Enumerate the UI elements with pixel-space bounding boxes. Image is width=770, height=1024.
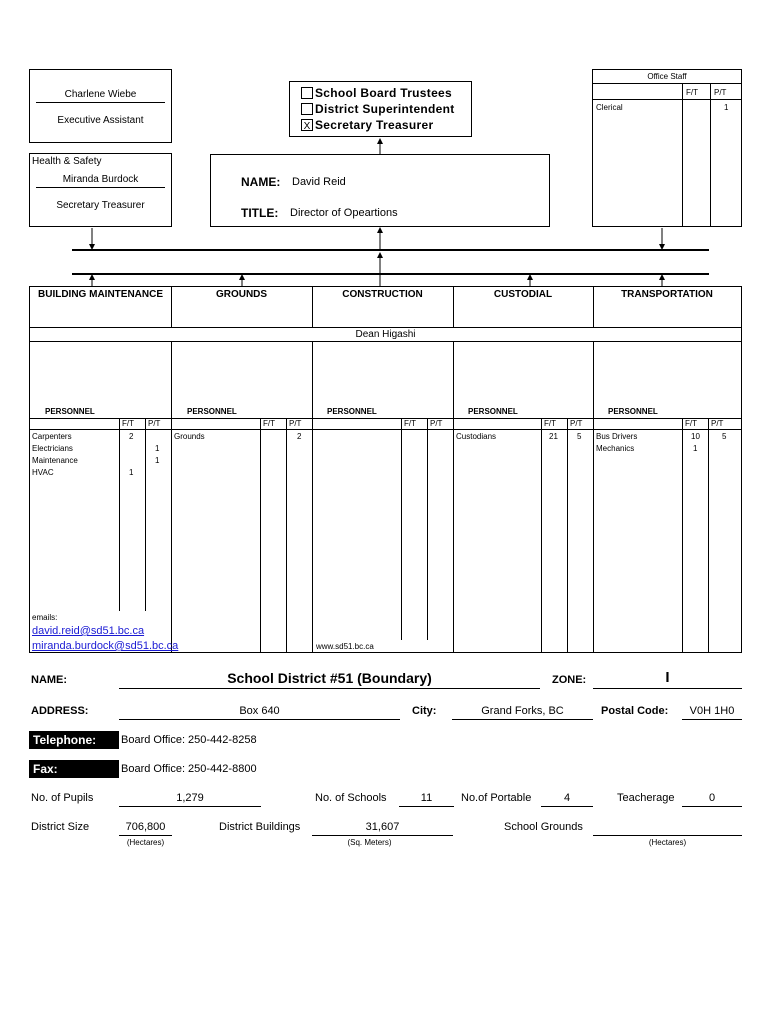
dept-construction: CONSTRUCTION	[342, 289, 423, 300]
telephone-value: Board Office: 250-442-8258	[121, 734, 257, 746]
director-name: David Reid	[292, 176, 346, 188]
transport-row-role: Mechanics	[596, 444, 635, 453]
health-safety-label: Health & Safety	[32, 156, 102, 167]
dept-transportation: TRANSPORTATION	[621, 289, 713, 300]
portable-label: No.of Portable	[461, 792, 532, 804]
size-label: District Size	[31, 821, 90, 833]
postal-label: Postal Code:	[601, 705, 669, 717]
transport-row-pt: 5	[722, 432, 727, 441]
transport-pt-header: P/T	[711, 419, 724, 428]
address-value: Box 640	[239, 705, 280, 717]
schools-value: 11	[420, 792, 433, 804]
office-pt-value: 1	[724, 103, 729, 112]
emails-label: emails:	[32, 613, 58, 622]
personnel-label-grounds: PERSONNEL	[187, 407, 237, 416]
custodial-row-ft: 21	[549, 432, 558, 441]
city-label: City:	[412, 705, 437, 717]
grounds-row-pt: 2	[297, 432, 302, 441]
fax-value: Board Office: 250-442-8800	[121, 763, 257, 775]
checkbox-secretary-treasurer[interactable]: X	[301, 119, 313, 131]
custodial-row-role: Custodians	[456, 432, 497, 441]
dept-manager: Dean Higashi	[355, 329, 416, 340]
office-role: Clerical	[596, 103, 623, 112]
dept-grounds: GROUNDS	[215, 289, 268, 300]
buildings-value: 31,607	[365, 821, 400, 833]
custodial-pt-header: P/T	[570, 419, 583, 428]
transport-row-role: Bus Drivers	[596, 432, 638, 441]
director-title: Director of Opeartions	[290, 207, 398, 219]
website: www.sd51.bc.ca	[316, 642, 374, 651]
grounds-ft-header: F/T	[263, 419, 275, 428]
building-row-ft: 2	[129, 432, 134, 441]
transport-ft-header: F/T	[685, 419, 697, 428]
office-pt-header: P/T	[714, 88, 727, 97]
reports-school-board-label: School Board Trustees	[315, 86, 452, 100]
departments-table	[29, 286, 742, 653]
district-name-label: NAME:	[31, 674, 68, 686]
health-safety-title: Secretary Treasurer	[56, 200, 145, 211]
reports-secretary-treasurer-label: Secretary Treasurer	[315, 118, 434, 132]
grounds-pt-header: P/T	[289, 419, 302, 428]
personnel-label-transportation: PERSONNEL	[608, 407, 658, 416]
teacherage-label: Teacherage	[617, 792, 675, 804]
grounds-label: School Grounds	[504, 821, 583, 833]
personnel-label-custodial: PERSONNEL	[468, 407, 518, 416]
fax-label: Fax:	[29, 760, 119, 778]
dept-custodial: CUSTODIAL	[493, 289, 553, 300]
telephone-label: Telephone:	[29, 731, 119, 749]
building-ft-header: F/T	[122, 419, 134, 428]
grounds-row-role: Grounds	[174, 432, 205, 441]
exec-assistant-name: Charlene Wiebe	[64, 89, 137, 100]
building-row-pt: 1	[155, 444, 160, 453]
building-row-role: Electricians	[32, 444, 73, 453]
construction-ft-header: F/T	[404, 419, 416, 428]
size-unit: (Hectares)	[126, 838, 165, 847]
org-connectors	[0, 0, 770, 300]
health-safety-name: Miranda Burdock	[62, 174, 139, 185]
pupils-label: No. of Pupils	[31, 792, 94, 804]
zone-label: ZONE:	[552, 674, 587, 686]
reports-district-superintendent-label: District Superintendent	[315, 102, 455, 116]
schools-label: No. of Schools	[315, 792, 387, 804]
building-row-role: Carpenters	[32, 432, 72, 441]
teacherage-value: 0	[708, 792, 716, 804]
construction-pt-header: P/T	[430, 419, 443, 428]
director-name-label: NAME:	[241, 175, 281, 189]
pupils-value: 1,279	[176, 792, 204, 804]
address-label: ADDRESS:	[31, 705, 89, 717]
grounds-unit: (Hectares)	[648, 838, 687, 847]
transport-row-ft: 1	[693, 444, 698, 453]
office-ft-header: F/T	[686, 88, 698, 97]
building-row-ft: 1	[129, 468, 134, 477]
size-value: 706,800	[125, 821, 166, 833]
city-value: Grand Forks, BC	[481, 705, 564, 717]
personnel-label-construction: PERSONNEL	[327, 407, 377, 416]
building-row-role: HVAC	[32, 468, 54, 477]
dept-building-maintenance: BUILDING MAINTENANCE	[38, 289, 163, 300]
custodial-row-pt: 5	[577, 432, 582, 441]
personnel-label-building: PERSONNEL	[45, 407, 95, 416]
zone-value: I	[665, 669, 670, 686]
postal-value: V0H 1H0	[689, 705, 735, 717]
buildings-label: District Buildings	[219, 821, 301, 833]
custodial-ft-header: F/T	[544, 419, 556, 428]
transport-row-ft: 10	[691, 432, 700, 441]
building-row-pt: 1	[155, 456, 160, 465]
director-title-label: TITLE:	[241, 206, 279, 220]
office-staff-title: Office Staff	[647, 72, 687, 81]
building-pt-header: P/T	[148, 419, 161, 428]
portable-value: 4	[563, 792, 571, 804]
email-link-miranda[interactable]: miranda.burdock@sd51.bc.ca	[32, 640, 179, 652]
buildings-unit: (Sq. Meters)	[347, 838, 392, 847]
building-row-role: Maintenance	[32, 456, 78, 465]
district-name: School District #51 (Boundary)	[227, 670, 432, 686]
exec-assistant-title: Executive Assistant	[57, 115, 144, 126]
email-link-david[interactable]: david.reid@sd51.bc.ca	[32, 625, 145, 637]
